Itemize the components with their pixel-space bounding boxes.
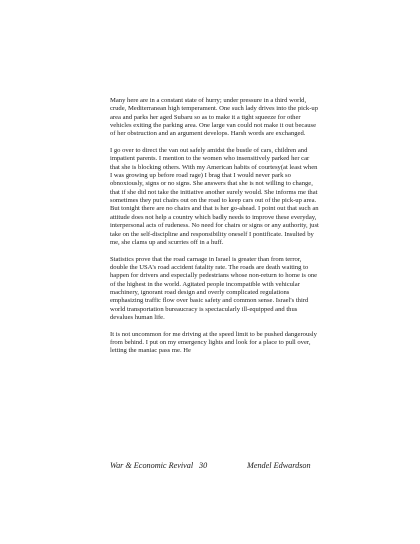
body-text [110,97,320,356]
paragraph: Many here are in a constant state of hurry; under pressure in a third world, crude, Mediterranean high temperament. One such lady drives into the pick-up area and parks her aged Subaru so as to make it a tight squeeze for other vehicles exiting the parking area. One large van could not make it out because of her obstruction and an argument develops. Harsh words are exchanged. [110,97,318,138]
paragraph: I go over to direct the van out safely amidst the bustle of cars, children and impatient parents. I mention to the women who insensitively parked her car that she is blocking others. With my American habits of courtesy(at least when I was growing up before road rage) I brag that I would never park so obnoxiously, signs or no signs. She answers that she is not willing to change, that if she did not take the initiative another surely would. She informs me that sometimes they put chairs out on the road to keep cars out of the pick-up area. But tonight there are no chairs and that is her go-ahead. I point out that such an attitude does not help a country which badly needs to improve these everyday, interpersonal acts of rudeness. No need for chairs or signs or any authority, just take on the self-discipline and responsibility oneself I pontificate. Insulted by me, she clams up and scurries off in a huff. [110,147,319,246]
paragraph: It is not uncommon for me driving at the speed limit to be pushed dangerously from behind. I put on my emergency lights and look for a place to pull over, letting the maniac pass me. He [110,330,317,355]
paragraph: Statistics prove that the road carnage in Israel is greater than from terror, double the USA's road accident fatality rate. The roads are death waiting to happen for drivers and especially pedestrians whose non-return to home is one of the highest in the world. Agitated people incompatible with vehicular machinery, ignorant road design and overly complicated regulations emphasizing traffic flow over basic safety and common sense. Israel's third world transportation bureaucracy is spectacularly ill-equipped and thus devalues human life. [110,255,318,321]
footer-book-title: War & Economic Revival [110,461,194,470]
footer-page-number: 30 [199,461,208,470]
footer-author: Mendel Edwardson [247,461,311,470]
